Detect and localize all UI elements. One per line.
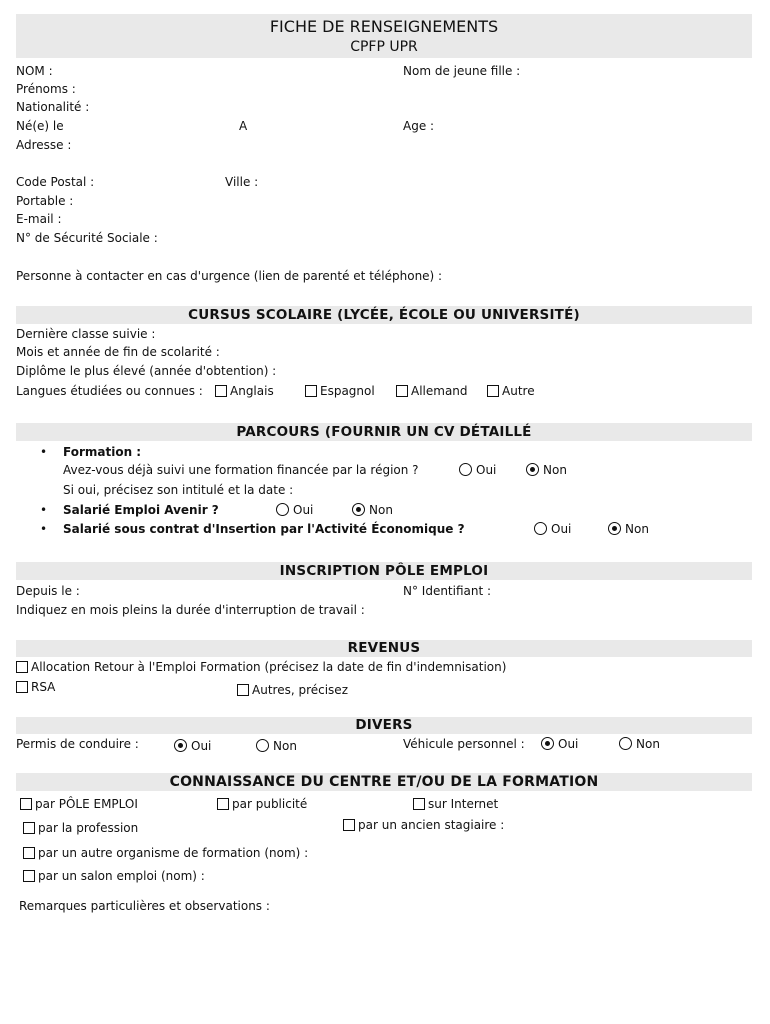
identifiant-label: N° Identifiant :: [403, 584, 492, 598]
insertion-non-option[interactable]: [608, 522, 649, 537]
langues-label: Langues étudiées ou connues :: [16, 384, 203, 398]
vehicule-non-label: Non: [636, 737, 660, 751]
cursus-band: [16, 306, 752, 324]
portable-label: Portable :: [16, 194, 74, 208]
formation-oui-option[interactable]: [459, 463, 496, 478]
source-internet-option[interactable]: [413, 797, 498, 812]
nationalite-label: Nationalité :: [16, 100, 90, 114]
langue-anglais[interactable]: [215, 384, 274, 399]
age-label: Age :: [403, 119, 435, 133]
vehicule-label: Véhicule personnel :: [403, 737, 525, 751]
bullet-marker: •: [40, 445, 48, 459]
source-salon-option[interactable]: [23, 869, 205, 884]
diplome-label: Diplôme le plus élevé (année d'obtention) :: [16, 364, 277, 378]
code-postal-label: Code Postal :: [16, 175, 95, 189]
source-publicite-checkbox[interactable]: [217, 798, 229, 810]
pole-emploi-title: INSCRIPTION PÔLE EMPLOI: [279, 563, 489, 579]
source-profession-checkbox[interactable]: [23, 822, 35, 834]
rsa-label: RSA: [31, 680, 56, 694]
source-internet-checkbox[interactable]: [413, 798, 425, 810]
are-checkbox[interactable]: [16, 661, 28, 673]
insertion-oui-radio[interactable]: [534, 522, 547, 535]
source-organisme-label: par un autre organisme de formation (nom) :: [38, 846, 309, 860]
emploi-avenir-non-label: Non: [369, 503, 393, 517]
email-label: E-mail :: [16, 212, 62, 226]
source-organisme-option[interactable]: [23, 846, 308, 861]
depuis-label: Depuis le :: [16, 584, 80, 598]
divers-title: DIVERS: [355, 717, 413, 733]
emploi-avenir-oui-radio[interactable]: [276, 503, 289, 516]
source-ancien-stagiaire-option[interactable]: [343, 818, 504, 833]
parcours-title: PARCOURS (FOURNIR UN CV DÉTAILLÉ: [236, 424, 532, 440]
connaissance-band: [16, 773, 752, 791]
source-profession-option[interactable]: [23, 821, 138, 836]
rsa-checkbox[interactable]: [16, 681, 28, 693]
are-label: Allocation Retour à l'Emploi Formation (précisez la date de fin d'indemnisation): [31, 660, 507, 674]
source-ancien-stagiaire-label: par un ancien stagiaire :: [358, 818, 505, 832]
permis-oui-option[interactable]: [174, 739, 211, 754]
autres-revenus-option[interactable]: [237, 683, 348, 698]
formation-non-option[interactable]: [526, 463, 567, 478]
emploi-avenir-oui-label: Oui: [293, 503, 314, 517]
source-salon-checkbox[interactable]: [23, 870, 35, 882]
nom-label: NOM :: [16, 64, 53, 78]
source-profession-label: par la profession: [38, 821, 139, 835]
adresse-label: Adresse :: [16, 138, 72, 152]
source-ancien-stagiaire-checkbox[interactable]: [343, 819, 355, 831]
insertion-non-label: Non: [625, 522, 649, 536]
formation-non-label: Non: [543, 463, 567, 477]
vehicule-oui-option[interactable]: [541, 737, 578, 752]
autres-revenus-checkbox[interactable]: [237, 684, 249, 696]
autres-revenus-label: Autres, précisez: [252, 683, 348, 697]
formation-oui-label: Oui: [476, 463, 497, 477]
source-pole-emploi-option[interactable]: [20, 797, 138, 812]
are-option[interactable]: [16, 660, 506, 675]
source-salon-label: par un salon emploi (nom) :: [38, 869, 205, 883]
autre-checkbox[interactable]: [487, 385, 499, 397]
espagnol-label: Espagnol: [320, 384, 375, 398]
fin-scolarite-label: Mois et année de fin de scolarité :: [16, 345, 220, 359]
formation-heading: Formation :: [63, 445, 142, 459]
permis-oui-label: Oui: [191, 739, 212, 753]
lieu-naissance-label: A: [239, 119, 248, 133]
insertion-question: Salarié sous contrat d'Insertion par l'Activité Économique ?: [63, 522, 465, 536]
permis-oui-radio[interactable]: [174, 739, 187, 752]
bullet-marker: •: [40, 503, 48, 517]
revenus-band: [16, 640, 752, 657]
form-title: FICHE DE RENSEIGNEMENTS: [269, 17, 499, 36]
langue-autre[interactable]: [487, 384, 535, 399]
langue-allemand[interactable]: [396, 384, 468, 399]
permis-non-option[interactable]: [256, 739, 297, 754]
insertion-non-radio[interactable]: [608, 522, 621, 535]
nom-jeune-fille-label: Nom de jeune fille :: [403, 64, 521, 78]
anglais-checkbox[interactable]: [215, 385, 227, 397]
formation-question-text: Avez-vous déjà suivi une formation financée par la région ?: [63, 463, 419, 477]
formation-oui-radio[interactable]: [459, 463, 472, 476]
source-organisme-checkbox[interactable]: [23, 847, 35, 859]
permis-non-radio[interactable]: [256, 739, 269, 752]
bullet-marker: •: [40, 522, 48, 536]
prenoms-label: Prénoms :: [16, 82, 76, 96]
interruption-label: Indiquez en mois pleins la durée d'interruption de travail :: [16, 603, 365, 617]
source-publicite-label: par publicité: [232, 797, 308, 811]
ne-le-label: Né(e) le: [16, 119, 64, 133]
insertion-oui-label: Oui: [551, 522, 572, 536]
langue-espagnol[interactable]: [305, 384, 375, 399]
espagnol-checkbox[interactable]: [305, 385, 317, 397]
emploi-avenir-question: Salarié Emploi Avenir ?: [63, 503, 219, 517]
pole-emploi-band: [16, 562, 752, 580]
remarques-label: Remarques particulières et observations :: [19, 899, 270, 913]
permis-non-label: Non: [273, 739, 297, 753]
autre-label: Autre: [502, 384, 535, 398]
emploi-avenir-non-option[interactable]: [352, 503, 393, 518]
rsa-option[interactable]: [16, 680, 55, 695]
allemand-label: Allemand: [411, 384, 468, 398]
source-internet-label: sur Internet: [428, 797, 499, 811]
emploi-avenir-oui-option[interactable]: [276, 503, 313, 518]
cursus-title: CURSUS SCOLAIRE (LYCÉE, ÉCOLE OU UNIVERSITÉ): [188, 307, 580, 323]
vehicule-oui-radio[interactable]: [541, 737, 554, 750]
contact-urgence-label: Personne à contacter en cas d'urgence (lien de parenté et téléphone) :: [16, 269, 443, 283]
formation-non-radio[interactable]: [526, 463, 539, 476]
connaissance-title: CONNAISSANCE DU CENTRE ET/OU DE LA FORMATION: [169, 774, 599, 790]
vehicule-non-radio[interactable]: [619, 737, 632, 750]
parcours-band: [16, 423, 752, 441]
insertion-oui-option[interactable]: [534, 522, 571, 537]
ville-label: Ville :: [225, 175, 259, 189]
allemand-checkbox[interactable]: [396, 385, 408, 397]
emploi-avenir-non-radio[interactable]: [352, 503, 365, 516]
source-publicite-option[interactable]: [217, 797, 307, 812]
source-pole-emploi-checkbox[interactable]: [20, 798, 32, 810]
derniere-classe-label: Dernière classe suivie :: [16, 327, 156, 341]
source-pole-emploi-label: par PÔLE EMPLOI: [35, 797, 138, 811]
divers-band: [16, 717, 752, 734]
anglais-label: Anglais: [230, 384, 274, 398]
form-subtitle: CPFP UPR: [350, 39, 418, 55]
revenus-title: REVENUS: [347, 640, 421, 656]
vehicule-oui-label: Oui: [558, 737, 579, 751]
permis-label: Permis de conduire :: [16, 737, 139, 751]
formation-question: [63, 463, 419, 478]
secu-label: N° de Sécurité Sociale :: [16, 231, 158, 245]
vehicule-non-option[interactable]: [619, 737, 660, 752]
si-oui-label: Si oui, précisez son intitulé et la date :: [63, 483, 294, 497]
